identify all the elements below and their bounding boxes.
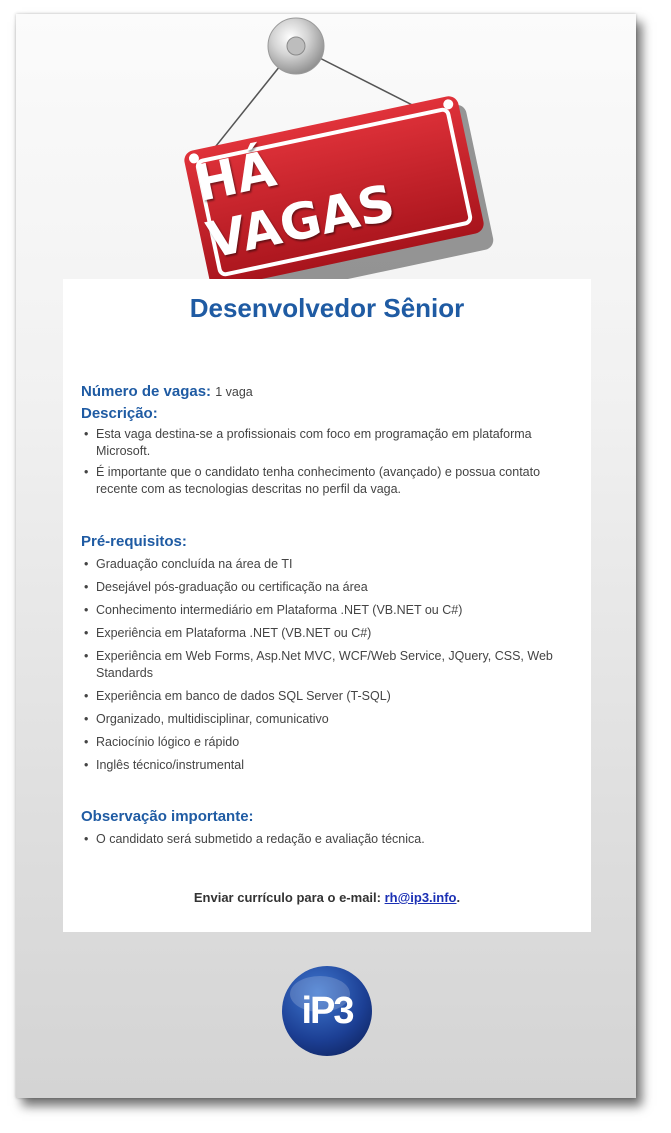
vacancies-line [81,383,573,400]
requirements-heading: Pré-requisitos: [81,533,187,550]
requirements-section [81,533,573,774]
list-item: • Esta vaga destina-se a profissionais com foco em programação em plataforma Microsoft. [81,426,573,460]
contact-text: Enviar currículo para o e-mail: [193,890,385,905]
list-item: • É importante que o candidato tenha conhecimento (avançado) e possua contato recente com as tecnologias descritas no perfil da vaga. [81,464,573,498]
list-item: • Raciocínio lógico e rápido [81,734,573,751]
logo-text: iP3 [301,989,353,1032]
requirements-list [81,556,573,774]
job-title: Desenvolvedor Sênior [189,293,465,323]
vacancies-section [81,383,573,400]
contact-line [63,890,591,905]
description-heading: Descrição: [81,405,158,422]
list-item: • O candidato será submetido a redação e avaliação técnica. [81,831,573,848]
list-item: • Experiência em banco de dados SQL Server (T-SQL) [81,688,573,705]
notes-list [81,831,573,848]
job-card [63,279,591,932]
job-poster [16,14,636,1098]
description-list [81,426,573,498]
email-link[interactable]: rh@ip3.info [384,890,457,905]
ip3-logo [280,964,374,1058]
notes-heading: Observação importante: [81,808,254,825]
vacancies-label: Número de vagas: [81,383,212,400]
list-item: • Conhecimento intermediário em Plataforma .NET (VB.NET ou C#) [81,602,573,619]
hanging-sign [16,14,636,284]
list-item: • Experiência em Plataforma .NET (VB.NET ou C#) [81,625,573,642]
contact-end: . [456,890,461,905]
sign-text: HÁ VAGAS [189,139,400,270]
list-item: • Experiência em Web Forms, Asp.Net MVC, WCF/Web Service, JQuery, CSS, Web Standards [81,648,573,682]
list-item: • Graduação concluída na área de TI [81,556,573,573]
vacancies-value: 1 vaga [215,385,253,399]
list-item: • Inglês técnico/instrumental [81,757,573,774]
list-item: • Organizado, multidisciplinar, comunicativo [81,711,573,728]
notes-section [81,808,573,848]
description-section [81,405,573,498]
list-item: • Desejável pós-graduação ou certificação na área [81,579,573,596]
